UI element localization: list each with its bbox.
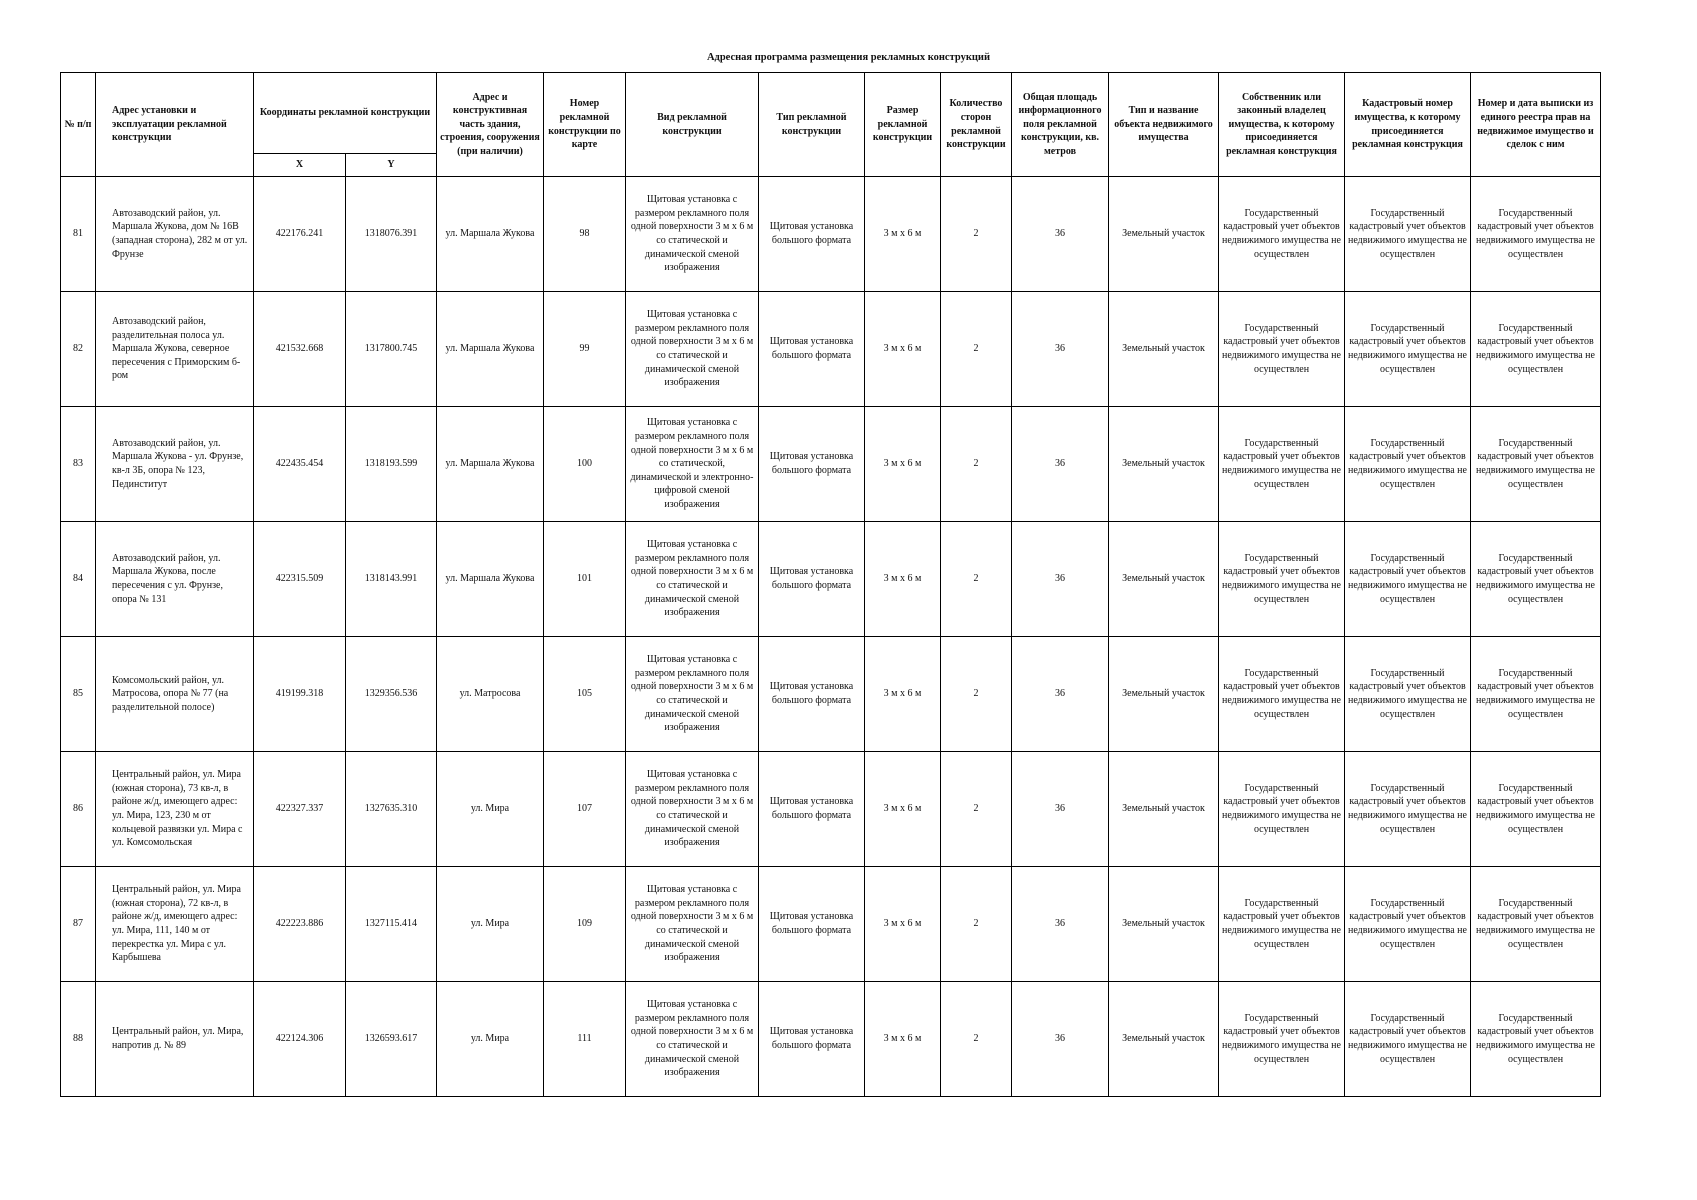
header-map-number: Номер рекламной конструкции по карте xyxy=(544,73,626,177)
cell-registry: Государственный кадастровый учет объектов недвижимого имущества не осуществлен xyxy=(1471,177,1601,292)
header-kind: Вид рекламной конструкции xyxy=(626,73,759,177)
cell-num: 87 xyxy=(61,867,96,982)
cell-type: Щитовая установка большого формата xyxy=(759,177,865,292)
header-cadastral: Кадастровый номер имущества, к которому присоединяется рекламная конструкция xyxy=(1345,73,1471,177)
cell-address: Центральный район, ул. Мира (южная сторона), 72 кв-л, в районе ж/д, имеющего адрес: ул. Мира, 111, 140 м от перекрестка ул. Мира с ул. Карбышева xyxy=(96,867,254,982)
cell-size: 3 м х 6 м xyxy=(865,177,941,292)
cell-num: 83 xyxy=(61,407,96,522)
cell-num: 82 xyxy=(61,292,96,407)
cell-kind: Щитовая установка с размером рекламного поля одной поверхности 3 м х 6 м со статической и динамической сменой изображения xyxy=(626,982,759,1097)
cell-address: Автозаводский район, ул. Маршала Жукова, дом № 16В (западная сторона), 282 м от ул. Фрунзе xyxy=(96,177,254,292)
cell-building: ул. Мира xyxy=(437,752,544,867)
cell-size: 3 м х 6 м xyxy=(865,752,941,867)
cell-owner: Государственный кадастровый учет объектов недвижимого имущества не осуществлен xyxy=(1219,292,1345,407)
cell-object: Земельный участок xyxy=(1109,637,1219,752)
header-address: Адрес установки и эксплуатации рекламной конструкции xyxy=(96,73,254,177)
cell-owner: Государственный кадастровый учет объектов недвижимого имущества не осуществлен xyxy=(1219,522,1345,637)
table-row xyxy=(61,982,1601,1097)
cell-kind: Щитовая установка с размером рекламного поля одной поверхности 3 м х 6 м со статической и динамической сменой изображения xyxy=(626,752,759,867)
cell-object: Земельный участок xyxy=(1109,867,1219,982)
cell-size: 3 м х 6 м xyxy=(865,637,941,752)
cell-object: Земельный участок xyxy=(1109,292,1219,407)
cell-map-number: 107 xyxy=(544,752,626,867)
cell-object: Земельный участок xyxy=(1109,752,1219,867)
cell-object: Земельный участок xyxy=(1109,522,1219,637)
cell-num: 88 xyxy=(61,982,96,1097)
cell-type: Щитовая установка большого формата xyxy=(759,637,865,752)
cell-map-number: 105 xyxy=(544,637,626,752)
table-row xyxy=(61,522,1601,637)
cell-building: ул. Мира xyxy=(437,867,544,982)
cell-kind: Щитовая установка с размером рекламного поля одной поверхности 3 м х 6 м со статической, динамической и электронно-цифровой сменой изображения xyxy=(626,407,759,522)
cell-area: 36 xyxy=(1012,407,1109,522)
cell-object: Земельный участок xyxy=(1109,407,1219,522)
cell-registry: Государственный кадастровый учет объектов недвижимого имущества не осуществлен xyxy=(1471,752,1601,867)
cell-building: ул. Матросова xyxy=(437,637,544,752)
cell-kind: Щитовая установка с размером рекламного поля одной поверхности 3 м х 6 м со статической и динамической сменой изображения xyxy=(626,522,759,637)
cell-registry: Государственный кадастровый учет объектов недвижимого имущества не осуществлен xyxy=(1471,407,1601,522)
header-type: Тип рекламной конструкции xyxy=(759,73,865,177)
document-title: Адресная программа размещения рекламных конструкций xyxy=(706,52,991,63)
cell-cadastral: Государственный кадастровый учет объектов недвижимого имущества не осуществлен xyxy=(1345,752,1471,867)
cell-building: ул. Мира xyxy=(437,982,544,1097)
cell-map-number: 99 xyxy=(544,292,626,407)
cell-map-number: 111 xyxy=(544,982,626,1097)
header-sides: Количество сторон рекламной конструкции xyxy=(941,73,1012,177)
cell-type: Щитовая установка большого формата xyxy=(759,752,865,867)
cell-registry: Государственный кадастровый учет объектов недвижимого имущества не осуществлен xyxy=(1471,522,1601,637)
cell-cadastral: Государственный кадастровый учет объектов недвижимого имущества не осуществлен xyxy=(1345,292,1471,407)
cell-y: 1327635.310 xyxy=(346,752,437,867)
cell-type: Щитовая установка большого формата xyxy=(759,867,865,982)
cell-address: Автозаводский район, ул. Маршала Жукова - ул. Фрунзе, кв-л 3Б, опора № 123, Пединститут xyxy=(96,407,254,522)
cell-num: 85 xyxy=(61,637,96,752)
cell-sides: 2 xyxy=(941,637,1012,752)
header-building: Адрес и конструктивная часть здания, строения, сооружения (при наличии) xyxy=(437,73,544,177)
cell-sides: 2 xyxy=(941,752,1012,867)
cell-area: 36 xyxy=(1012,982,1109,1097)
cell-y: 1317800.745 xyxy=(346,292,437,407)
cell-area: 36 xyxy=(1012,522,1109,637)
cell-x: 419199.318 xyxy=(254,637,346,752)
cell-registry: Государственный кадастровый учет объектов недвижимого имущества не осуществлен xyxy=(1471,982,1601,1097)
cell-building: ул. Маршала Жукова xyxy=(437,407,544,522)
cell-y: 1327115.414 xyxy=(346,867,437,982)
cell-x: 422327.337 xyxy=(254,752,346,867)
cell-type: Щитовая установка большого формата xyxy=(759,522,865,637)
cell-sides: 2 xyxy=(941,982,1012,1097)
cell-address: Комсомольский район, ул. Матросова, опора № 77 (на разделительной полосе) xyxy=(96,637,254,752)
cell-size: 3 м х 6 м xyxy=(865,522,941,637)
cell-address: Автозаводский район, ул. Маршала Жукова, после пересечения с ул. Фрунзе, опора № 131 xyxy=(96,522,254,637)
cell-cadastral: Государственный кадастровый учет объектов недвижимого имущества не осуществлен xyxy=(1345,522,1471,637)
cell-size: 3 м х 6 м xyxy=(865,292,941,407)
header-coordinates: Координаты рекламной конструкции xyxy=(254,73,437,154)
header-y: Y xyxy=(346,154,437,177)
cell-cadastral: Государственный кадастровый учет объектов недвижимого имущества не осуществлен xyxy=(1345,177,1471,292)
cell-num: 81 xyxy=(61,177,96,292)
cell-kind: Щитовая установка с размером рекламного поля одной поверхности 3 м х 6 м со статической и динамической сменой изображения xyxy=(626,637,759,752)
table-row xyxy=(61,407,1601,522)
cell-building: ул. Маршала Жукова xyxy=(437,522,544,637)
header-x: X xyxy=(254,154,346,177)
table-row xyxy=(61,637,1601,752)
cell-area: 36 xyxy=(1012,752,1109,867)
cell-sides: 2 xyxy=(941,292,1012,407)
cell-object: Земельный участок xyxy=(1109,982,1219,1097)
cell-map-number: 109 xyxy=(544,867,626,982)
cell-map-number: 100 xyxy=(544,407,626,522)
cell-cadastral: Государственный кадастровый учет объектов недвижимого имущества не осуществлен xyxy=(1345,407,1471,522)
cell-sides: 2 xyxy=(941,407,1012,522)
cell-owner: Государственный кадастровый учет объектов недвижимого имущества не осуществлен xyxy=(1219,407,1345,522)
cell-area: 36 xyxy=(1012,292,1109,407)
cell-y: 1318076.391 xyxy=(346,177,437,292)
header-area: Общая площадь информационного поля рекламной конструкции, кв. метров xyxy=(1012,73,1109,177)
cell-x: 422124.306 xyxy=(254,982,346,1097)
header-object: Тип и название объекта недвижимого имущества xyxy=(1109,73,1219,177)
cell-x: 421532.668 xyxy=(254,292,346,407)
cell-cadastral: Государственный кадастровый учет объектов недвижимого имущества не осуществлен xyxy=(1345,982,1471,1097)
header-num: № п/п xyxy=(61,73,96,177)
cell-building: ул. Маршала Жукова xyxy=(437,177,544,292)
cell-type: Щитовая установка большого формата xyxy=(759,407,865,522)
advertising-structures-table xyxy=(60,72,1601,1097)
table-header xyxy=(61,73,1601,177)
table-body xyxy=(61,177,1601,1097)
cell-registry: Государственный кадастровый учет объектов недвижимого имущества не осуществлен xyxy=(1471,637,1601,752)
cell-area: 36 xyxy=(1012,637,1109,752)
cell-x: 422223.886 xyxy=(254,867,346,982)
cell-sides: 2 xyxy=(941,522,1012,637)
cell-cadastral: Государственный кадастровый учет объектов недвижимого имущества не осуществлен xyxy=(1345,867,1471,982)
cell-kind: Щитовая установка с размером рекламного поля одной поверхности 3 м х 6 м со статической и динамической сменой изображения xyxy=(626,177,759,292)
table-row xyxy=(61,177,1601,292)
cell-size: 3 м х 6 м xyxy=(865,407,941,522)
cell-num: 84 xyxy=(61,522,96,637)
cell-y: 1329356.536 xyxy=(346,637,437,752)
cell-map-number: 101 xyxy=(544,522,626,637)
table-row xyxy=(61,292,1601,407)
table-row xyxy=(61,752,1601,867)
cell-map-number: 98 xyxy=(544,177,626,292)
cell-y: 1326593.617 xyxy=(346,982,437,1097)
cell-owner: Государственный кадастровый учет объектов недвижимого имущества не осуществлен xyxy=(1219,752,1345,867)
cell-registry: Государственный кадастровый учет объектов недвижимого имущества не осуществлен xyxy=(1471,867,1601,982)
cell-type: Щитовая установка большого формата xyxy=(759,982,865,1097)
cell-x: 422315.509 xyxy=(254,522,346,637)
header-registry: Номер и дата выписки из единого реестра прав на недвижимое имущество и сделок с ним xyxy=(1471,73,1601,177)
table-row xyxy=(61,867,1601,982)
header-size: Размер рекламной конструкции xyxy=(865,73,941,177)
cell-owner: Государственный кадастровый учет объектов недвижимого имущества не осуществлен xyxy=(1219,982,1345,1097)
cell-area: 36 xyxy=(1012,177,1109,292)
cell-area: 36 xyxy=(1012,867,1109,982)
cell-num: 86 xyxy=(61,752,96,867)
cell-type: Щитовая установка большого формата xyxy=(759,292,865,407)
cell-kind: Щитовая установка с размером рекламного поля одной поверхности 3 м х 6 м со статической и динамической сменой изображения xyxy=(626,292,759,407)
cell-building: ул. Маршала Жукова xyxy=(437,292,544,407)
cell-x: 422176.241 xyxy=(254,177,346,292)
cell-size: 3 м х 6 м xyxy=(865,982,941,1097)
cell-x: 422435.454 xyxy=(254,407,346,522)
cell-owner: Государственный кадастровый учет объектов недвижимого имущества не осуществлен xyxy=(1219,637,1345,752)
cell-owner: Государственный кадастровый учет объектов недвижимого имущества не осуществлен xyxy=(1219,177,1345,292)
cell-registry: Государственный кадастровый учет объектов недвижимого имущества не осуществлен xyxy=(1471,292,1601,407)
cell-cadastral: Государственный кадастровый учет объектов недвижимого имущества не осуществлен xyxy=(1345,637,1471,752)
cell-y: 1318143.991 xyxy=(346,522,437,637)
cell-address: Центральный район, ул. Мира (южная сторона), 73 кв-л, в районе ж/д, имеющего адрес: ул. Мира, 123, 230 м от кольцевой развязки ул. Мира с ул. Комсомольская xyxy=(96,752,254,867)
cell-size: 3 м х 6 м xyxy=(865,867,941,982)
cell-address: Центральный район, ул. Мира, напротив д. № 89 xyxy=(96,982,254,1097)
cell-object: Земельный участок xyxy=(1109,177,1219,292)
header-owner: Собственник или законный владелец имущества, к которому присоединяется рекламная конструкция xyxy=(1219,73,1345,177)
cell-y: 1318193.599 xyxy=(346,407,437,522)
cell-sides: 2 xyxy=(941,177,1012,292)
cell-kind: Щитовая установка с размером рекламного поля одной поверхности 3 м х 6 м со статической и динамической сменой изображения xyxy=(626,867,759,982)
cell-owner: Государственный кадастровый учет объектов недвижимого имущества не осуществлен xyxy=(1219,867,1345,982)
cell-sides: 2 xyxy=(941,867,1012,982)
cell-address: Автозаводский район, разделительная полоса ул. Маршала Жукова, северное пересечения с Приморским б-ром xyxy=(96,292,254,407)
